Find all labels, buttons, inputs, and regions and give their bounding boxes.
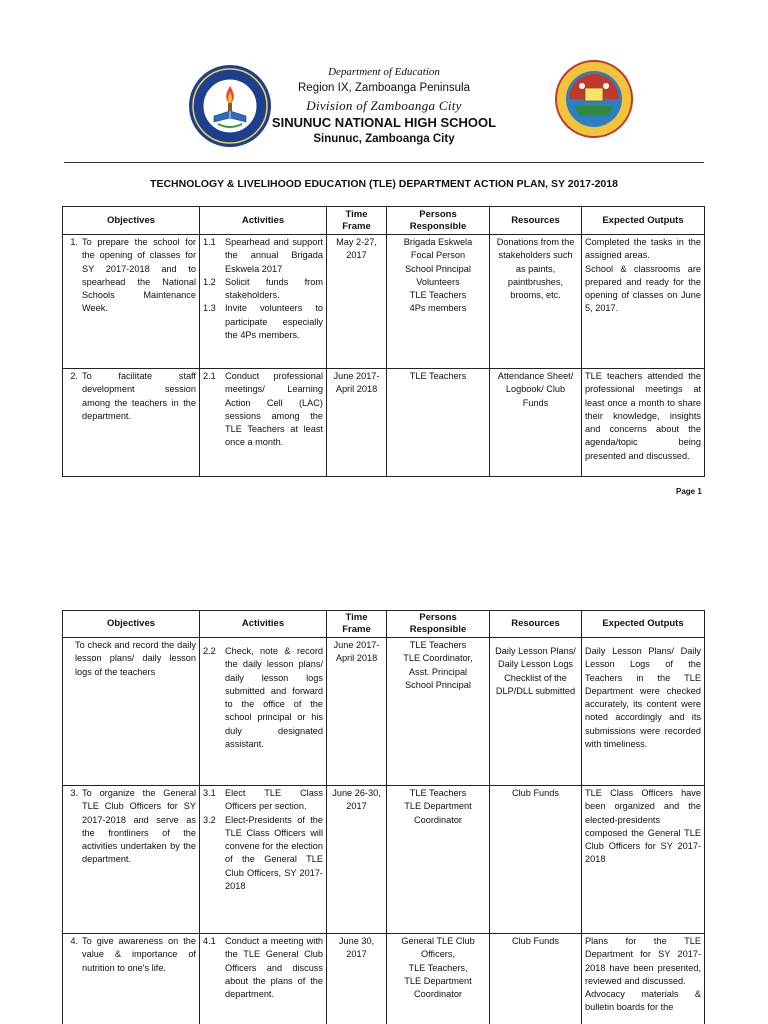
resources-cell: Attendance Sheet/ Logbook/ Club Funds [490, 369, 582, 477]
persons-cell [387, 369, 490, 477]
time-frame-cell: June 2017- April 2018 [327, 369, 387, 477]
col-expected-outputs: Expected Outputs [582, 611, 705, 638]
table-row [63, 786, 705, 934]
activity-text: Conduct professional meetings/ Learning Action Cell (LAC) sessions among the TLE Teachers at least once a month. [225, 371, 323, 448]
time-frame-cell: May 2-27, 2017 [327, 235, 387, 369]
activities-cell [200, 235, 327, 369]
person-line: TLE Teachers [409, 371, 467, 381]
col-activities: Activities [200, 611, 327, 638]
persons-cell [387, 786, 490, 934]
letterhead [0, 58, 768, 158]
col-persons-responsible: Persons Responsible [387, 207, 490, 235]
table-row [63, 369, 705, 477]
person-line: TLE Department [404, 975, 472, 986]
activity-number: 2.2 [203, 646, 216, 656]
activity-text: Elect-Presidents of the TLE Class Officers will convene for the election of the General TLE Club Officers, SY 2017-2018 [225, 814, 323, 892]
action-plan-table-page1 [62, 206, 705, 477]
col-objectives: Objectives [63, 611, 200, 638]
person-line: Focal Person [410, 250, 466, 261]
col-persons-responsible: Persons Responsible [387, 611, 490, 638]
objective-cell [63, 786, 200, 934]
persons-cell [387, 638, 490, 786]
table-row [63, 638, 705, 786]
activity-number: 3.2 [203, 814, 216, 825]
output-text: School & classrooms are prepared and ready for the opening of classes on June 5, 2017. [585, 263, 701, 314]
objective-text: To give awareness on the value & importance of nutrition to one's life. [82, 936, 196, 973]
activity-text: Solicit funds from stakeholders. [225, 276, 323, 301]
table-header-row [63, 207, 705, 235]
col-activities: Activities [200, 207, 327, 235]
table-row [63, 934, 705, 1024]
activity-number: 1.3 [203, 303, 216, 314]
person-line: Brigada Eskwela [403, 237, 473, 247]
resources-cell: Donations from the stakeholders such as paints, paintbrushes, brooms, etc. [490, 235, 582, 369]
document-title: TECHNOLOGY & LIVELIHOOD EDUCATION (TLE) DEPARTMENT ACTION PLAN, SY 2017-2018 [150, 178, 618, 190]
activities-cell [200, 786, 327, 934]
outputs-cell [582, 638, 705, 786]
person-line: TLE Teachers, [408, 962, 468, 973]
col-resources: Resources [490, 611, 582, 638]
time-frame-cell: June 30, 2017 [327, 934, 387, 1024]
person-line: Coordinator [413, 989, 462, 1000]
person-line: Asst. Principal [408, 666, 468, 677]
activity-number: 2.1 [203, 371, 216, 381]
output-text: Daily Lesson Plans/ Daily Lesson Logs of the Teachers in the TLE Department were checked accurately, its content were noted accordingly and its submissions were recorded with timeliness. [585, 646, 701, 750]
activity-number: 3.1 [203, 788, 216, 798]
objective-number: 3. [70, 788, 78, 798]
activities-cell [200, 934, 327, 1024]
activity-text: Invite volunteers to participate especially the 4Ps members. [225, 303, 323, 341]
activity-number: 1.2 [203, 276, 216, 287]
person-line: TLE Coordinator, [403, 653, 473, 664]
person-line: TLE Department [404, 801, 472, 812]
region-name: Region IX, Zamboanga Peninsula [298, 82, 470, 94]
time-frame-cell: June 2017- April 2018 [327, 638, 387, 786]
person-line: School Principal [405, 263, 471, 274]
person-line: Officers, [420, 949, 456, 960]
time-frame-cell: June 26-30, 2017 [327, 786, 387, 934]
output-text: Plans for the TLE Department for SY 2017-2018 have been presented, reviewed and discussed. [585, 936, 701, 986]
table-row [63, 235, 705, 369]
school-name: SINUNUC NATIONAL HIGH SCHOOL [271, 115, 497, 130]
resources-cell [490, 638, 582, 786]
col-time-frame: Time Frame [327, 611, 387, 638]
activity-text: Check, note & record the daily lesson plans/ daily lesson logs submitted and forward to the office of the school principal or his duly designated assistant. [225, 646, 323, 750]
person-line: General TLE Club [401, 936, 475, 946]
resources-text: Daily Lesson Plans/ Daily Lesson Logs Checklist of the DLP/DLL submitted [495, 646, 576, 696]
action-plan-table-page2 [62, 610, 705, 1024]
objective-cell [63, 934, 200, 1024]
objective-text: To prepare the school for the opening of classes for SY 2017-2018 and to spearhead the National Schools Maintenance Week. [82, 237, 196, 314]
objective-text: To facilitate staff development session among the teachers in the department. [82, 371, 196, 421]
activities-cell [200, 638, 327, 786]
output-text: TLE teachers attended the professional meetings at least once a month to share their knowledge, insights and concerns about the agenda/topic being presented and discussed. [585, 371, 701, 461]
objective-cell [63, 369, 200, 477]
output-text: TLE Class Officers have been organized and the elected-presidents composed the General TLE Club Officers for SY 2017-2018 [585, 788, 701, 865]
persons-cell [387, 235, 490, 369]
output-text: Advocacy materials & bulletin boards for the [585, 989, 701, 1013]
objective-number: 4. [70, 936, 78, 946]
activity-text: Conduct a meeting with the TLE General Club Officers and discuss about the plans of the department. [225, 936, 323, 1000]
objective-cell [63, 235, 200, 369]
objective-text: To organize the General TLE Club Officers for SY 2017-2018 and serve as the frontliners of the activities undertaken by the department. [82, 788, 196, 865]
outputs-cell [582, 235, 705, 369]
table-header-row [63, 611, 705, 638]
department-name: Department of Education [328, 66, 440, 78]
division-name: Division of Zamboanga City [306, 98, 462, 113]
col-time-frame: Time Frame [327, 207, 387, 235]
person-line: TLE Teachers [409, 640, 467, 650]
col-expected-outputs: Expected Outputs [582, 207, 705, 235]
person-line: 4Ps members [409, 303, 467, 314]
outputs-cell [582, 786, 705, 934]
col-objectives: Objectives [63, 207, 200, 235]
objective-text: To check and record the daily lesson plans/ daily lesson logs of the teachers [75, 640, 196, 677]
outputs-cell [582, 934, 705, 1024]
school-address: Sinunuc, Zamboanga City [313, 133, 455, 145]
page-number: Page 1 [676, 487, 702, 496]
objective-number: 2. [70, 371, 78, 381]
persons-cell [387, 934, 490, 1024]
person-line: School Principal [405, 679, 471, 690]
col-resources: Resources [490, 207, 582, 235]
objective-cell [63, 638, 200, 786]
outputs-cell [582, 369, 705, 477]
objective-number: 1. [70, 237, 78, 247]
activities-cell [200, 369, 327, 477]
person-line: TLE Teachers [409, 788, 467, 798]
person-line: Coordinator [413, 814, 462, 825]
division-seal-icon [555, 60, 633, 138]
person-line: TLE Teachers [409, 290, 467, 301]
activity-number: 4.1 [203, 936, 216, 946]
activity-text: Elect TLE Class Officers per section. [225, 788, 323, 812]
activity-number: 1.1 [203, 237, 216, 247]
output-text: Completed the tasks in the assigned areas. [585, 237, 701, 261]
activity-text: Spearhead and support the annual Brigada Eskwela 2017 [225, 237, 323, 274]
resources-cell: Club Funds [490, 934, 582, 1024]
header-divider [64, 162, 704, 163]
resources-cell: Club Funds [490, 786, 582, 934]
person-line: Volunteers [416, 276, 460, 287]
